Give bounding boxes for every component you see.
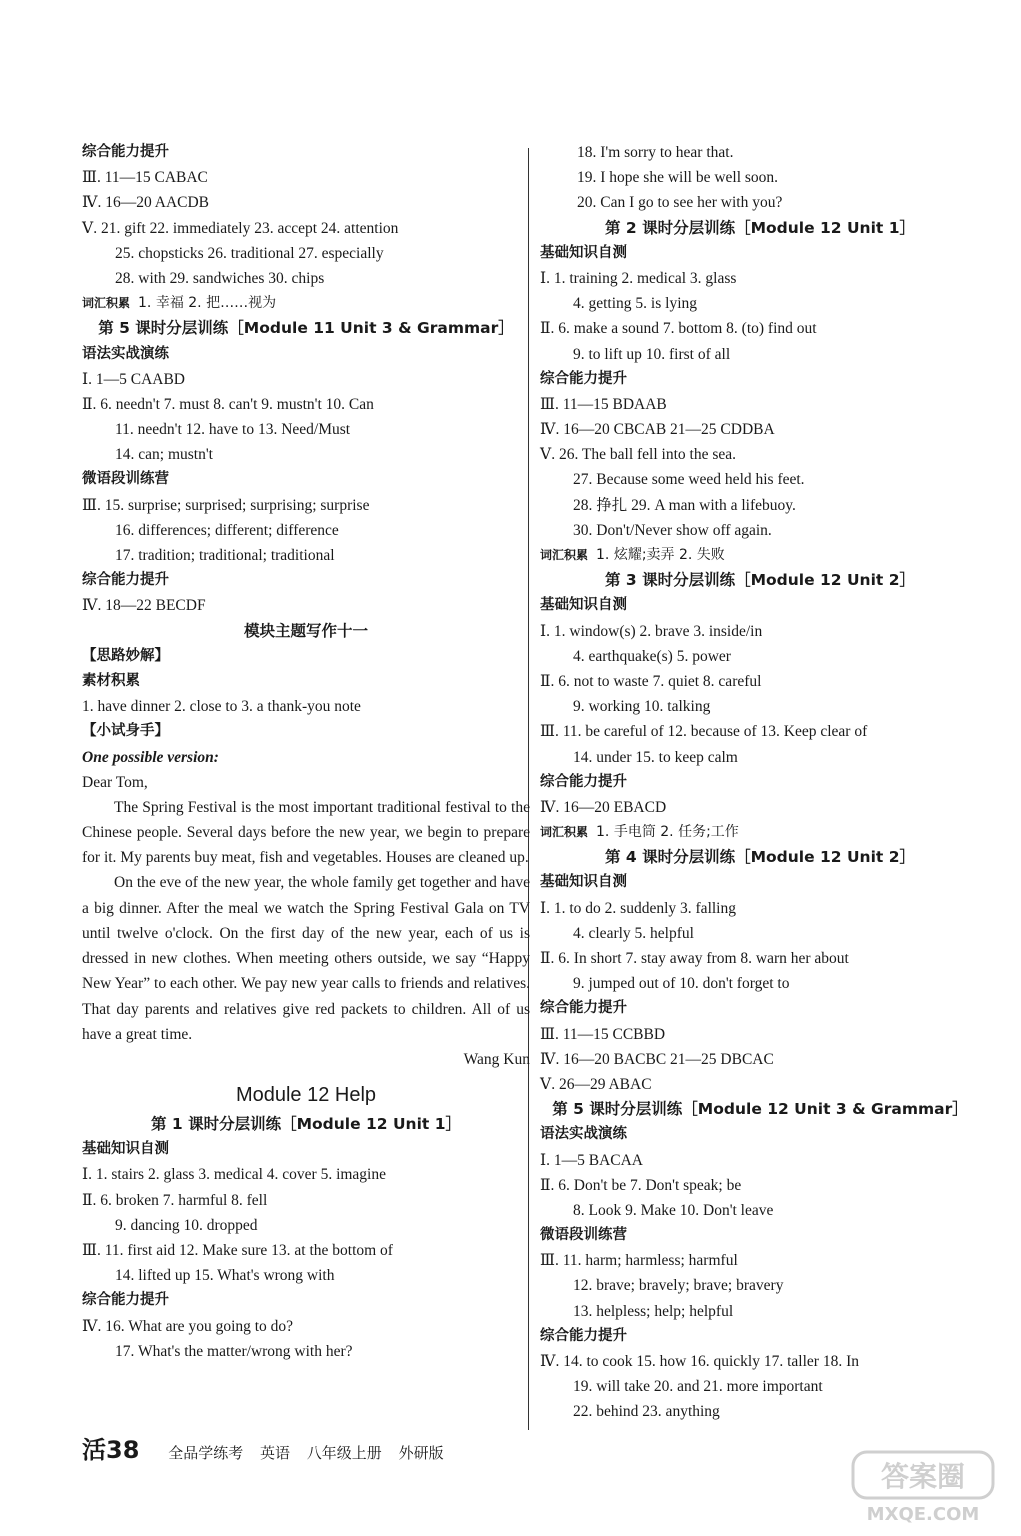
answer-line: 14. can; mustn't bbox=[115, 446, 213, 464]
section-heading: 语法实战演练 bbox=[540, 1126, 627, 1143]
answer-line: Ⅴ. 21. gift 22. immediately 23. accept 24. attention bbox=[82, 219, 399, 237]
vocab-line bbox=[82, 291, 530, 316]
answer-line: 1. have dinner 2. close to 3. a thank-you note bbox=[82, 698, 361, 716]
answer-line: Ⅲ. 11. be careful of 12. because of 13. Keep clear of bbox=[540, 723, 868, 741]
section-heading: 综合能力提升 bbox=[540, 1000, 627, 1017]
answer-line: 9. working 10. talking bbox=[573, 698, 711, 716]
answer-line: 30. Don't/Never show off again. bbox=[573, 521, 772, 539]
section-heading: 【小试身手】 bbox=[82, 723, 169, 740]
answer-line: 17. tradition; traditional; traditional bbox=[115, 547, 335, 564]
answer-line: 16. differences; different; difference bbox=[115, 521, 339, 539]
lesson-title: 第 4 课时分层训练［Module 12 Unit 2］ bbox=[605, 848, 915, 867]
answer-line: Ⅲ. 11—15 BDAAB bbox=[540, 395, 667, 413]
answer-line: 27. Because some weed held his feet. bbox=[573, 471, 805, 489]
vocab-line bbox=[540, 820, 980, 845]
grade-name: 八年级上册 bbox=[306, 1444, 382, 1462]
answer-line: Ⅲ. 11. harm; harmless; harmful bbox=[540, 1252, 738, 1270]
section-heading: 微语段训练营 bbox=[82, 471, 169, 488]
section-heading: 微语段训练营 bbox=[540, 1227, 627, 1244]
module-title: Module 12 Help bbox=[235, 1084, 377, 1107]
answer-line: 9. jumped out of 10. don't forget to bbox=[573, 975, 790, 993]
page-prefix: 活 bbox=[82, 1436, 106, 1464]
vocab-text: 1. 幸福 2. 把……视为 bbox=[138, 295, 277, 312]
answer-line: Ⅱ. 6. Don't be 7. Don't speak; be bbox=[540, 1176, 742, 1194]
page-number-value: 38 bbox=[106, 1436, 140, 1464]
section-heading: 基础知识自测 bbox=[540, 597, 627, 614]
watermark-url: MXQE.COM bbox=[866, 1504, 980, 1525]
answer-line: Ⅰ. 1. window(s) 2. brave 3. inside/in bbox=[540, 622, 763, 640]
answer-line: 14. lifted up 15. What's wrong with bbox=[115, 1267, 335, 1285]
section-heading: 基础知识自测 bbox=[540, 874, 627, 891]
answer-line: Ⅲ. 11—15 CCBBD bbox=[540, 1025, 666, 1043]
answer-line: 14. under 15. to keep calm bbox=[573, 748, 738, 766]
answer-line: Ⅱ. 6. In short 7. stay away from 8. warn her about bbox=[540, 950, 849, 967]
vocab-text: 1. 炫耀;卖弄 2. 失败 bbox=[596, 547, 725, 563]
answer-line: Ⅰ. 1—5 CAABD bbox=[82, 370, 186, 388]
vocab-label: 词汇积累 bbox=[82, 296, 131, 311]
vocab-line bbox=[540, 543, 980, 568]
section-heading: 综合能力提升 bbox=[82, 572, 169, 589]
answer-line: Ⅰ. 1—5 BACAA bbox=[540, 1151, 644, 1169]
answer-line: 25. chopsticks 26. traditional 27. especially bbox=[115, 244, 384, 262]
answer-line: Ⅱ. 6. make a sound 7. bottom 8. (to) find out bbox=[540, 320, 817, 338]
page-number bbox=[82, 1436, 151, 1464]
section-heading: 语法实战演练 bbox=[82, 345, 169, 362]
section-heading: 素材积累 bbox=[82, 672, 140, 689]
watermark-text: 答案圈 bbox=[880, 1460, 966, 1493]
section-heading: 综合能力提升 bbox=[540, 773, 627, 790]
answer-line: 4. getting 5. is lying bbox=[573, 295, 697, 313]
left-column bbox=[82, 140, 530, 1364]
section-heading: 综合能力提升 bbox=[540, 1327, 627, 1344]
answer-line: Ⅳ. 16. What are you going to do? bbox=[82, 1317, 294, 1335]
lesson-title: 第 3 课时分层训练［Module 12 Unit 2］ bbox=[605, 571, 915, 590]
answer-line: 17. What's the matter/wrong with her? bbox=[115, 1342, 353, 1360]
answer-line: Ⅱ. 6. broken 7. harmful 8. fell bbox=[82, 1191, 268, 1209]
answer-line: Ⅳ. 16—20 BACBC 21—25 DBCAC bbox=[540, 1050, 774, 1068]
answer-line: 4. clearly 5. helpful bbox=[573, 924, 694, 942]
answer-line: Ⅰ. 1. stairs 2. glass 3. medical 4. cover 5. imagine bbox=[82, 1166, 386, 1184]
answer-line: Ⅳ. 14. to cook 15. how 16. quickly 17. taller 18. In bbox=[540, 1353, 859, 1370]
edition-name: 外研版 bbox=[398, 1444, 444, 1462]
answer-line: Ⅲ. 11. first aid 12. Make sure 13. at the bottom of bbox=[82, 1242, 393, 1260]
vocab-label: 词汇积累 bbox=[540, 825, 589, 840]
answer-line: 8. Look 9. Make 10. Don't leave bbox=[573, 1201, 774, 1219]
answer-line: 28. with 29. sandwiches 30. chips bbox=[115, 269, 325, 287]
writing-title: 模块主题写作十一 bbox=[243, 621, 368, 640]
vocab-label: 词汇积累 bbox=[540, 548, 589, 562]
salutation: Dear Tom, bbox=[82, 773, 148, 791]
answer-line: Ⅱ. 6. not to waste 7. quiet 8. careful bbox=[540, 672, 762, 690]
answer-line: Ⅰ. 1. training 2. medical 3. glass bbox=[540, 269, 737, 287]
vocab-text: 1. 手电筒 2. 任务;工作 bbox=[596, 824, 739, 841]
answer-line: 13. helpless; help; helpful bbox=[573, 1302, 734, 1320]
section-heading: 基础知识自测 bbox=[540, 244, 627, 261]
lesson-title: 第 1 课时分层训练［Module 12 Unit 1］ bbox=[151, 1115, 461, 1134]
section-heading: 基础知识自测 bbox=[82, 1141, 169, 1158]
answer-line: 22. behind 23. anything bbox=[573, 1403, 720, 1421]
answer-line: Ⅰ. 1. to do 2. suddenly 3. falling bbox=[540, 899, 736, 917]
answer-line: 9. to lift up 10. first of all bbox=[573, 345, 731, 363]
answer-line: Ⅳ. 16—20 EBACD bbox=[540, 798, 667, 816]
letter-paragraph: On the eve of the new year, the whole family get together and have a big dinner. After the meal we watch the Spring Festival Gala on TV until twelve o'clock. On the first day of the new year, each of us is dressed in new clothes. When meeting others outside, we say “Happy New Year” to each other. We pay new year calls to friends and relatives. That day parents and relatives give red packets to children. All of us have a great time. bbox=[82, 874, 530, 1043]
answer-line: 20. Can I go to see her with you? bbox=[577, 194, 783, 212]
letter-paragraph: The Spring Festival is the most important traditional festival to the Chinese people. Several days before the new year, we begin to prepare for it. My parents buy meat, fish and vegetables. Houses are cleaned up. bbox=[82, 798, 530, 867]
subject-name: 英语 bbox=[259, 1444, 290, 1462]
section-heading: 综合能力提升 bbox=[82, 144, 169, 160]
answer-line: Ⅳ. 18—22 BECDF bbox=[82, 597, 206, 615]
signature: Wang Kun bbox=[463, 1050, 530, 1068]
answer-line: Ⅳ. 16—20 CBCAB 21—25 CDDBA bbox=[540, 421, 775, 439]
answer-line: 4. earthquake(s) 5. power bbox=[573, 647, 731, 665]
section-heading: 综合能力提升 bbox=[82, 1292, 169, 1309]
section-heading: 【思路妙解】 bbox=[82, 647, 169, 664]
answer-line: 9. dancing 10. dropped bbox=[115, 1216, 258, 1234]
book-name: 全品学练考 bbox=[168, 1444, 244, 1462]
right-column bbox=[540, 140, 980, 1425]
answer-line: 11. needn't 12. have to 13. Need/Must bbox=[115, 421, 351, 439]
answer-line: Ⅴ. 26. The ball fell into the sea. bbox=[540, 446, 736, 464]
answer-line: Ⅲ. 11—15 CABAC bbox=[82, 169, 208, 187]
lesson-title: 第 5 课时分层训练［Module 12 Unit 3 & Grammar］ bbox=[552, 1100, 968, 1119]
answer-line: Ⅳ. 16—20 AACDB bbox=[82, 194, 210, 212]
answer-line: 19. I hope she will be well soon. bbox=[577, 169, 779, 187]
page-footer bbox=[82, 1432, 456, 1468]
answer-line: 18. I'm sorry to hear that. bbox=[577, 144, 734, 161]
lesson-title: 第 2 课时分层训练［Module 12 Unit 1］ bbox=[605, 218, 915, 237]
section-heading: 综合能力提升 bbox=[540, 370, 627, 387]
version-label: One possible version: bbox=[82, 748, 219, 766]
answer-line: Ⅴ. 26—29 ABAC bbox=[540, 1075, 652, 1093]
lesson-title: 第 5 课时分层训练［Module 11 Unit 3 & Grammar］ bbox=[98, 319, 514, 338]
answer-line: 12. brave; bravely; brave; bravery bbox=[573, 1277, 784, 1295]
answer-line: Ⅲ. 15. surprise; surprised; surprising; surprise bbox=[82, 496, 370, 514]
watermark-logo bbox=[849, 1448, 999, 1528]
answer-line: Ⅱ. 6. needn't 7. must 8. can't 9. mustn't 10. Can bbox=[82, 395, 374, 413]
answer-line: 28. 挣扎 29. A man with a lifebuoy. bbox=[573, 496, 796, 514]
answer-line: 19. will take 20. and 21. more important bbox=[573, 1378, 823, 1396]
